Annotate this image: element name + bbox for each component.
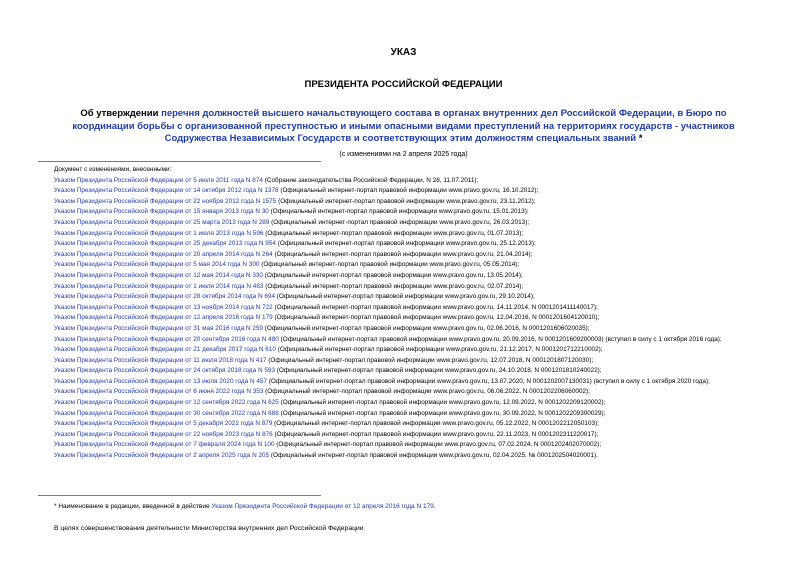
list-item (38, 313, 796, 324)
issuer-title: ПРЕЗИДЕНТА РОССИЙСКОЙ ФЕДЕРАЦИИ (304, 79, 503, 90)
amendment-link[interactable]: Указом Президента Российской Федерации от 12 апреля 2016 года N 179 (54, 314, 273, 322)
amendment-source: (Официальный интернет-портал правовой информации www.pravo.gov.ru, 12.04.2016, N 0001201604120010); (272, 314, 600, 322)
amendment-source: (Официальный интернет-портал правовой информации www.pravo.gov.ru, 20.09.2016, N 0001201609200003) (вступил в силу с 1 октября 2016 года); (278, 335, 722, 343)
amendment-source: (Собрание законодательства Российской Федерации, N 28, 11.07.2011); (262, 176, 479, 184)
list-item (38, 207, 796, 218)
list-item (38, 292, 796, 303)
list-item (38, 387, 796, 398)
amendment-source: (Официальный интернет-портал правовой информации www.pravo.gov.ru, 05.12.2022, N 0001202212050103); (272, 420, 599, 428)
list-item (38, 419, 796, 430)
amendment-link[interactable]: Указом Президента Российской Федерации от 5 мая 2014 года N 300 (54, 261, 260, 269)
amendment-link[interactable]: Указом Президента Российской Федерации от 6 июня 2022 года N 353 (54, 388, 264, 396)
preamble-text: В целях совершенствования деятельности Министерства внутренних дел Российской Федерации (54, 525, 364, 532)
amendment-link[interactable]: Указом Президента Российской Федерации от 12 мая 2014 года N 330 (54, 271, 263, 279)
changes-list (38, 165, 796, 462)
divider-top (38, 161, 321, 162)
list-item (38, 176, 796, 187)
list-item (38, 229, 796, 240)
amendment-link[interactable]: Указом Президента Российской Федерации от 7 февраля 2024 года N 100 (54, 441, 275, 449)
amendment-link[interactable]: Указом Президента Российской Федерации от 30 сентября 2022 года N 688 (54, 409, 279, 417)
amendment-link[interactable]: Указом Президента Российской Федерации от 14 октября 2012 года N 1378 (54, 187, 279, 195)
list-item (38, 197, 796, 208)
list-item (38, 324, 796, 335)
amendment-link[interactable]: Указом Президента Российской Федерации от 15 января 2013 года N 30 (54, 208, 269, 216)
list-item (38, 440, 796, 451)
changes-label: Документ с изменениями, внесенными: (54, 166, 172, 173)
amendment-source: (Официальный интернет-портал правовой информации www.pravo.gov.ru, 24.10.2018, N 0001201810240022); (275, 367, 602, 375)
amendment-source: (Официальный интернет-портал правовой информации www.pravo.gov.ru, 25.12.2013); (275, 240, 536, 248)
amendment-link[interactable]: Указом Президента Российской Федерации от 1 июля 2013 года N 596 (54, 229, 264, 237)
amendment-link[interactable]: Указом Президента Российской Федерации от 2 апреля 2025 года N 205 (54, 452, 270, 460)
amendment-link[interactable]: Указом Президента Российской Федерации от 21 декабря 2017 года N 610 (54, 346, 276, 354)
amendment-source: (Официальный интернет-портал правовой информации www.pravo.gov.ru, 05.05.2014); (259, 261, 520, 269)
amendment-link[interactable]: Указом Президента Российской Федерации от 22 ноября 2012 года N 1575 (54, 197, 277, 205)
amendment-source: (Официальный интернет-портал правовой информации www.pravo.gov.ru, 12.09.2022, N 0001202209120002); (278, 399, 606, 407)
list-item (38, 260, 796, 271)
document-type-title: УКАЗ (390, 47, 417, 58)
heading-prefix: Об утверждении (80, 108, 162, 119)
list-item (38, 409, 796, 420)
divider-bottom (38, 495, 321, 496)
amendment-link[interactable]: Указом Президента Российской Федерации от 5 декабря 2022 года N 879 (54, 420, 273, 428)
heading-link[interactable]: перечня должностей высшего начальствующего состава в органах внутренних дел Российской Федерации, в Бюро по координации борьбы с организованной преступностью и иными опасными видами преступлений на территориях государств - участников Содружества Независимых Государств и соответствующих этим должностям специальных званий (72, 108, 735, 144)
amendment-source: (Официальный интернет-портал правовой информации www.pravo.gov.ru, 16.10.2012); (278, 187, 539, 195)
amendment-source: (Официальный интернет-портал правовой информации www.pravo.gov.ru, 14.11.2014, N 0001201411140017); (272, 303, 598, 311)
list-item (38, 356, 796, 367)
list-item (38, 282, 796, 293)
amendment-link[interactable]: Указом Президента Российской Федерации от 13 июля 2020 года N 457 (54, 377, 267, 385)
footnote-suffix: . (433, 503, 436, 510)
amendment-source: (Официальный интернет-портал правовой информации www.pravo.gov.ru, 06.06.2022, N 0001202206060002); (263, 388, 590, 396)
amendment-source: (Официальный интернет-портал правовой информации www.pravo.gov.ru, 02.06.2016, N 0001201606020035); (263, 324, 590, 332)
amendment-source: (Официальный интернет-портал правовой информации www.pravo.gov.ru, 30.09.2022, N 0001202209300029); (278, 409, 606, 417)
heading-suffix: * (636, 133, 643, 144)
amendment-source: (Официальный интернет-портал правовой информации www.pravo.gov.ru, 26.03.2013); (269, 218, 530, 226)
amendment-link[interactable]: Указом Президента Российской Федерации от 5 июля 2011 года N 874 (54, 176, 263, 184)
list-item (38, 377, 796, 388)
amendment-source: (Официальный интернет-портал правовой информации www.pravo.gov.ru, 23.11.2012); (276, 197, 536, 205)
amendment-source: (Официальный интернет-портал правовой информации www.pravo.gov.ru, 13.05.2014); (263, 271, 523, 279)
amendment-source: (Официальный интернет-портал правовой информации www.pravo.gov.ru, 21.12.2017, N 0001201712210002); (275, 346, 603, 354)
list-item (38, 430, 796, 441)
amendment-link[interactable]: Указом Президента Российской Федерации от 28 октября 2014 года N 694 (54, 293, 275, 301)
list-item (38, 250, 796, 261)
footnote-link[interactable]: Указом Президента Российской Федерации от 12 апреля 2016 года N 179 (211, 503, 434, 510)
footnote (54, 503, 436, 510)
amendment-link[interactable]: Указом Президента Российской Федерации от 24 октября 2018 года N 593 (54, 367, 275, 375)
amendment-link[interactable]: Указом Президента Российской Федерации от 11 июля 2018 года N 417 (54, 356, 267, 364)
amendment-source: (Официальный интернет-портал правовой информации www.pravo.gov.ru, 07.02.2024, N 0001202402070002); (274, 441, 602, 449)
amendment-link[interactable]: Указом Президента Российской Федерации от 1 июля 2014 года N 483 (54, 282, 264, 290)
list-item (38, 398, 796, 409)
list-item (38, 239, 796, 250)
amendment-source: (Официальный интернет-портал правовой информации www.pravo.gov.ru, 01.07.2013); (263, 229, 524, 237)
amendment-source: (Официальный интернет-портал правовой информации www.pravo.gov.ru, 02.07.2014); (263, 282, 524, 290)
amendment-source: (Официальный интернет-портал правовой информации www.pravo.gov.ru, 13.07.2020, N 0001202007130031) (вступил в силу с 1 октября 2020 года); (267, 377, 710, 385)
list-item (38, 186, 796, 197)
list-item (38, 345, 796, 356)
amendment-link[interactable]: Указом Президента Российской Федерации от 25 марта 2013 года N 289 (54, 218, 270, 226)
list-item (38, 303, 796, 314)
amendment-source: (Официальный интернет-портал правовой информации www.pravo.gov.ru, 12.07.2018, N 0001201807120030); (266, 356, 594, 364)
amendment-link[interactable]: Указом Президента Российской Федерации от 20 сентября 2016 года N 480 (54, 335, 279, 343)
list-item (38, 335, 796, 346)
amendment-source: (Официальный интернет-портал правовой информации www.pravo.gov.ru, 02.04.2025, № 0001202504020001). (269, 452, 598, 460)
amendment-link[interactable]: Указом Президента Российской Федерации от 25 декабря 2013 года N 954 (54, 240, 276, 248)
amendment-link[interactable]: Указом Президента Российской Федерации от 22 ноября 2023 года N 876 (54, 430, 273, 438)
list-item (38, 366, 796, 377)
list-item (38, 271, 796, 282)
amendment-source: (Официальный интернет-портал правовой информации www.pravo.gov.ru, 29.10.2014); (275, 293, 535, 301)
amendment-link[interactable]: Указом Президента Российской Федерации от 13 ноября 2014 года N 722 (54, 303, 273, 311)
list-item (38, 218, 796, 229)
amendment-source: (Официальный интернет-портал правовой информации www.pravo.gov.ru, 21.04.2014); (272, 250, 533, 258)
amendment-link[interactable]: Указом Президента Российской Федерации от 20 апреля 2014 года N 264 (54, 250, 273, 258)
document-heading (55, 108, 752, 146)
amendment-link[interactable]: Указом Президента Российской Федерации от 31 мая 2016 года N 259 (54, 324, 263, 332)
revision-date: (с изменениями на 2 апреля 2025 года) (339, 151, 468, 158)
footnote-prefix: * Наименование в редакции, введенной в действие (54, 503, 212, 510)
list-item (38, 451, 796, 462)
amendment-link[interactable]: Указом Президента Российской Федерации от 12 сентября 2022 года N 625 (54, 399, 279, 407)
amendment-source: (Официальный интернет-портал правовой информации www.pravo.gov.ru, 22.11.2023, N 0001202311220017); (272, 430, 599, 438)
amendment-source: (Официальный интернет-портал правовой информации www.pravo.gov.ru, 15.01.2013); (268, 208, 529, 216)
